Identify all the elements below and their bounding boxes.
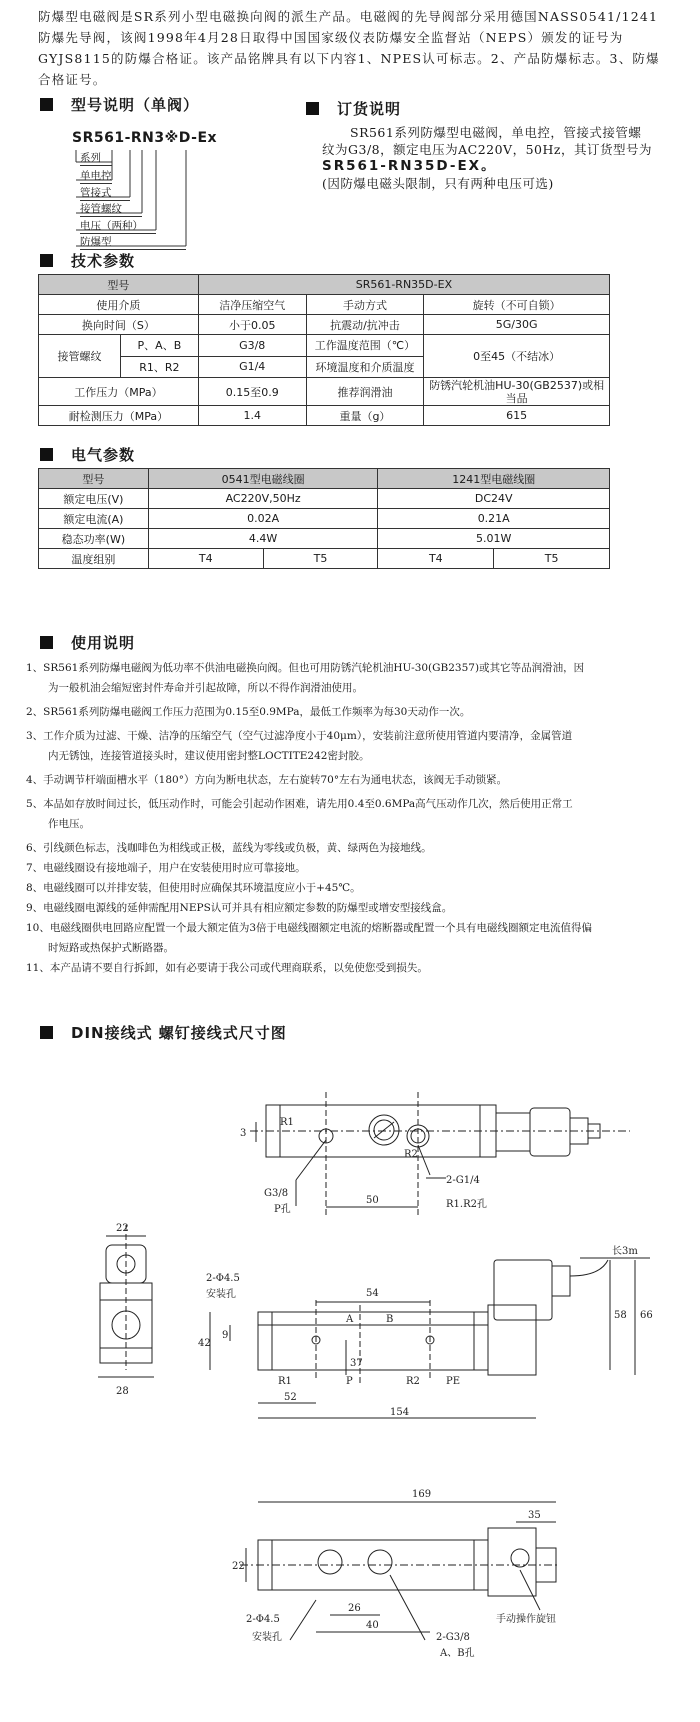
tech-proof-value: 1.4 [198, 406, 306, 426]
order-title-text: 订货说明 [337, 100, 402, 118]
elec-tclass-label: 温度组别 [39, 549, 149, 569]
top-label-d50: 50 [366, 1195, 379, 1206]
usage-title-text: 使用说明 [71, 634, 136, 652]
elec-power-label: 稳态功率(W) [39, 529, 149, 549]
elec-t1: T4 [148, 549, 263, 569]
front-label-a: A [346, 1314, 354, 1325]
front-label-r2: R2 [406, 1376, 420, 1387]
model-part-thread: 接管螺纹 [80, 201, 142, 217]
side-label-d28: 28 [116, 1386, 129, 1397]
model-part-explosion: 防爆型 [80, 234, 186, 250]
front-label-d9: 9 [222, 1330, 229, 1341]
front-label-d3m: 长3m [612, 1246, 638, 1257]
tech-manual-value: 旋转（不可自锁） [424, 295, 610, 315]
tech-shock-label: 抗震动/抗冲击 [306, 315, 424, 335]
bottom-label-d169: 169 [412, 1489, 432, 1500]
tech-port-label: 接管螺纹 [39, 335, 121, 377]
front-label-phi45: 2-Φ4.5 [206, 1273, 240, 1284]
top-label-p-hole: P孔 [274, 1204, 291, 1215]
top-label-r2: R2 [404, 1149, 418, 1160]
tech-port2-value: G1/4 [198, 356, 306, 378]
tech-header-value: SR561-RN35D-EX [198, 275, 609, 295]
tech-pressure-label: 工作压力（MPa） [39, 378, 199, 406]
tech-time-label: 换向时间（S） [39, 315, 199, 335]
tech-port1-name: P、A、B [121, 335, 198, 357]
elec-current-label: 额定电流(A) [39, 509, 149, 529]
note-1a: 1、SR561系列防爆电磁阀为低功率不供油电磁换向阀。但也可用防锈汽轮机油HU-30(GB2357)或其它等品润滑油，因 [26, 662, 585, 674]
model-part-voltage: 电压（两种） [80, 218, 156, 234]
elec-header-label: 型号 [39, 469, 149, 489]
model-part-single: 单电控 [80, 170, 112, 182]
order-text-2: (因防爆电磁头限制，只有两种电压可选) [322, 176, 554, 191]
order-code: SR561-RN35D-EX。 [322, 158, 497, 174]
front-label-d52: 52 [284, 1392, 297, 1403]
note-3a: 3、工作介质为过滤、干燥、洁净的压缩空气（空气过滤净度小于40μm），安装前注意所使用管道内要清净，金属管道 [26, 730, 573, 742]
front-label-d154: 154 [390, 1407, 410, 1418]
front-label-d54: 54 [366, 1288, 379, 1299]
elec-voltage-label: 额定电压(V) [39, 489, 149, 509]
tech-manual-label: 手动方式 [306, 295, 424, 315]
tech-oil-value: 防锈汽轮机油HU-30(GB2537)或相当品 [424, 378, 610, 406]
note-4: 4、手动调节杆端面槽水平（180°）方向为断电状态，左右旋转70°左右为通电状态，该阀无手动锁紧。 [26, 774, 508, 786]
model-part-pipe: 管接式 [80, 185, 130, 201]
model-part-series: 系列 [80, 150, 112, 166]
front-label-d42: 42 [198, 1338, 211, 1349]
bottom-label-d22: 22 [232, 1561, 245, 1572]
note-3b: 内无锈蚀，连接管道接头时，建议使用密封整LOCTITE242密封胶。 [48, 750, 370, 762]
front-label-d66: 66 [640, 1310, 653, 1321]
front-label-d58: 58 [614, 1310, 627, 1321]
note-6: 6、引线颜色标志，浅咖啡色为相线或正极，蓝线为零线或负极，黄、绿两色为接地线。 [26, 842, 432, 854]
note-10b: 时短路或热保护式断路器。 [48, 942, 174, 954]
elec-voltage2: DC24V [378, 489, 610, 509]
model-title-text: 型号说明（单阀） [71, 96, 200, 114]
bottom-label-phi45: 2-Φ4.5 [246, 1614, 280, 1625]
model-code: SR561-RN3※D-Ex [72, 130, 218, 146]
drawing-title-text: DIN接线式 螺钉接线式尺寸图 [71, 1024, 287, 1042]
note-5a: 5、本品如存放时间过长，低压动作时，可能会引起动作困难，请先用0.4至0.6MPa高气压动作几次，然后使用正常工 [26, 798, 573, 810]
bottom-label-knob: 手动操作旋钮 [496, 1614, 556, 1625]
tech-title-text: 技术参数 [71, 252, 136, 270]
tech-oil-label: 推荐润滑油 [306, 378, 424, 406]
elec-current1: 0.02A [148, 509, 378, 529]
tech-medium-label: 使用介质 [39, 295, 199, 315]
tech-temp-label: 工作温度范围（℃） [306, 335, 424, 357]
elec-t4: T5 [494, 549, 610, 569]
top-label-dim3: 3 [240, 1128, 247, 1139]
tech-port1-value: G3/8 [198, 335, 306, 357]
bottom-label-ab-holes: A、B孔 [440, 1648, 475, 1659]
note-9: 9、电磁线圈电源线的延伸需配用NEPS认可并具有相应额定参数的防爆型或增安型接线盒。 [26, 902, 453, 914]
elec-voltage1: AC220V,50Hz [148, 489, 378, 509]
top-label-g14: 2-G1/4 [446, 1175, 480, 1186]
elec-power1: 4.4W [148, 529, 378, 549]
intro-paragraph: 防爆型电磁阀是SR系列小型电磁换向阀的派生产品。电磁阀的先导阀部分采用德国NASS0541/1241防爆先导阀，该阀1998年4月28日取得中国国家级仪表防爆安全监督站（NEPS）颁发的证号为GYJS8115的防爆合格证。该产品铭牌具有以下内容1、NPES认可标志。2、产品防爆标志。3、防爆合格证号。 [38, 9, 660, 87]
elec-title-text: 电气参数 [71, 446, 136, 464]
top-label-r1: R1 [280, 1117, 294, 1128]
order-text-1: SR561系列防爆型电磁阀，单电控，管接式接管螺纹为G3/8，额定电压为AC220V，50Hz，其订货型号为 [322, 125, 652, 157]
bottom-label-d35: 35 [528, 1510, 541, 1521]
tech-time-value: 小于0.05 [198, 315, 306, 335]
elec-coil2: 1241型电磁线圈 [378, 469, 610, 489]
note-7: 7、电磁线圈设有接地端子，用户在安装使用时应可靠接地。 [26, 862, 306, 874]
note-11: 11、本产品请不要自行拆卸，如有必要请于我公司或代理商联系，以免使您受到损失。 [26, 962, 428, 974]
bottom-label-mount: 安装孔 [252, 1632, 282, 1643]
top-label-r-holes: R1.R2孔 [446, 1199, 487, 1210]
note-2: 2、SR561系列防爆电磁阀工作压力范围为0.15至0.9MPa，最低工作频率为每30天动作一次。 [26, 706, 471, 718]
front-label-b: B [386, 1314, 394, 1325]
bottom-label-d26: 26 [348, 1603, 361, 1614]
front-label-d37: 37 [350, 1358, 363, 1369]
note-5b: 作电压。 [48, 818, 90, 830]
top-label-g38: G3/8 [264, 1188, 289, 1199]
front-label-mount: 安装孔 [206, 1289, 236, 1300]
note-10a: 10、电磁线圈供电回路应配置一个最大额定值为3倍于电磁线圈额定电流的熔断器或配置一个具有电磁线圈额定电流值得偏 [26, 922, 593, 934]
tech-header-label: 型号 [39, 275, 199, 295]
front-label-p: P [346, 1376, 353, 1387]
note-1b: 为一般机油会缩短密封件寿命并引起故障，所以不得作润滑油使用。 [48, 682, 363, 694]
tech-env-label: 环境温度和介质温度 [306, 356, 424, 378]
front-label-pe: PE [446, 1376, 461, 1387]
elec-t2: T5 [263, 549, 378, 569]
tech-weight-label: 重量（g） [306, 406, 424, 426]
tech-temp-value: 0至45（不结冰） [424, 335, 610, 378]
tech-port2-name: R1、R2 [139, 360, 180, 374]
side-label-d22: 22 [116, 1223, 129, 1234]
front-label-r1: R1 [278, 1376, 292, 1387]
tech-proof-label: 耐检测压力（MPa） [39, 406, 199, 426]
note-8: 8、电磁线圈可以并排安装，但使用时应确保其环境温度应小于+45℃。 [26, 882, 361, 894]
tech-medium-value: 洁净压缩空气 [198, 295, 306, 315]
front-valve-body [258, 1312, 488, 1370]
tech-pressure-value: 0.15至0.9 [198, 378, 306, 406]
tech-shock-value: 5G/30G [424, 315, 610, 335]
bottom-label-g38: 2-G3/8 [436, 1632, 470, 1643]
bottom-label-d40: 40 [366, 1620, 379, 1631]
elec-coil1: 0541型电磁线圈 [148, 469, 378, 489]
elec-power2: 5.01W [378, 529, 610, 549]
elec-t3: T4 [378, 549, 494, 569]
elec-current2: 0.21A [378, 509, 610, 529]
tech-weight-value: 615 [424, 406, 610, 426]
